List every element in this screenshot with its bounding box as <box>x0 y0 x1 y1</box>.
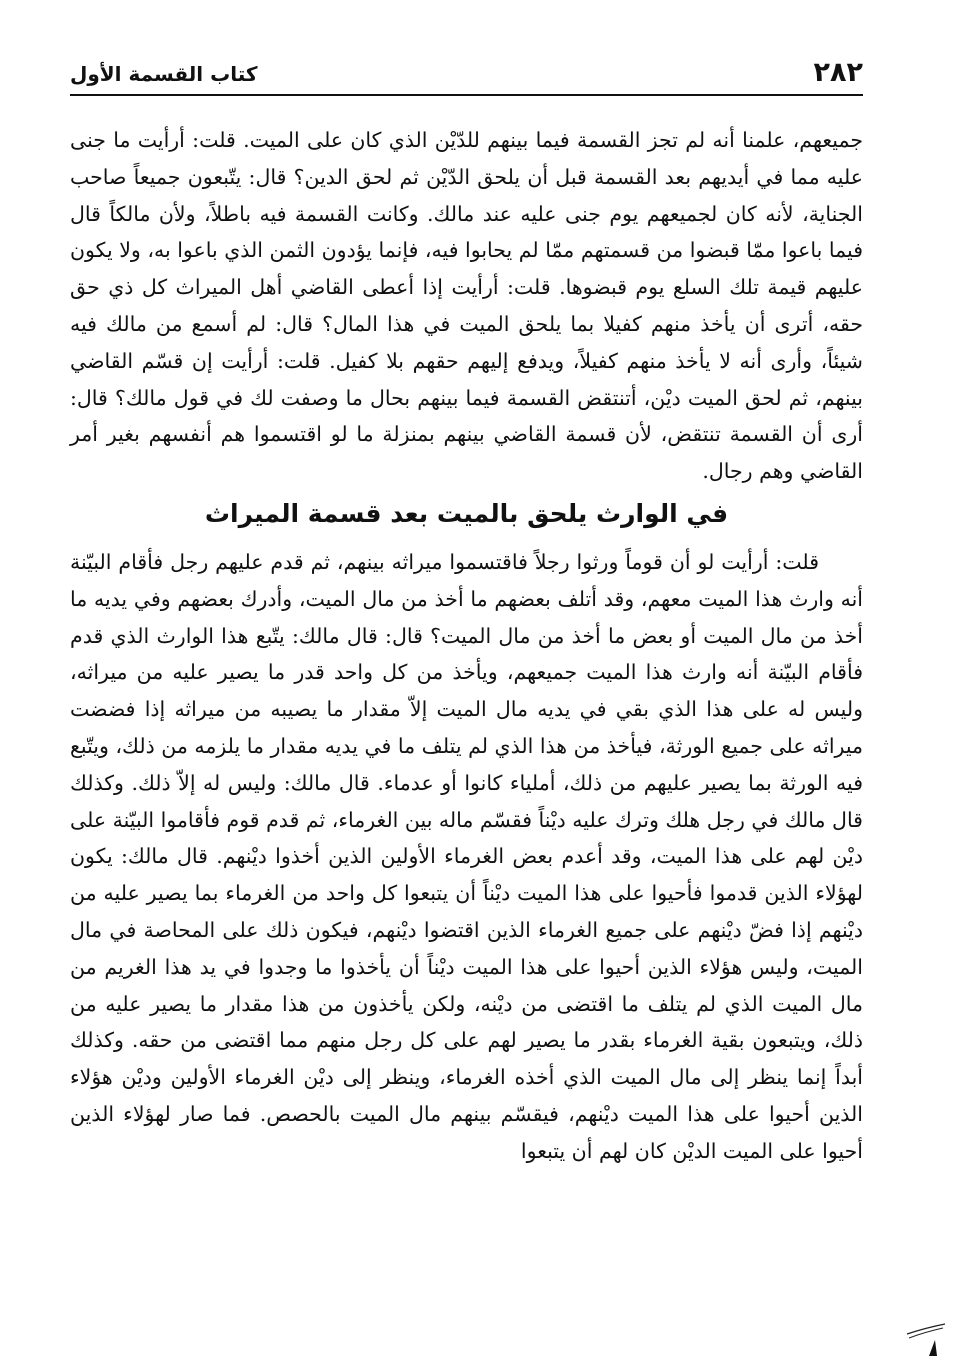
page-number: ٢٨٢ <box>813 57 863 88</box>
paragraph-2: قلت: أرأيت لو أن قوماً ورثوا رجلاً فاقتسموا ميراثه بينهم، ثم قدم عليهم رجل فأقام البيّنة أنه وارث هذا الميت معهم، وقد أتلف بعضهم ما أخذ من مال الميت، وأدرك بعضهم وفي يديه ما أخذ من مال الميت أو بعض ما أخذ من مال الميت؟ قال: قال مالك: يتّبع هذا الوارث الذي قدم فأقام البيّنة أنه وارث هذا الميت جميعهم، ويأخذ من كل واحد قدر ما يصير عليه من ميراثه، وليس له على هذا الذي بقي في يديه مال الميت إلاّ مقدار ما يصيبه من ميراثه إذا فضضت ميراثه على جميع الورثة، فيأخذ من هذا الذي لم يتلف ما في يديه مقدار ما يلزمه من ذلك، ويتّبع فيه الورثة بما يصير عليهم من ذلك، أملياء كانوا أو عدماء. قال مالك: وليس له إلاّ ذلك. وكذلك قال مالك في رجل هلك وترك عليه ديْناً فقسّم ماله بين الغرماء، ثم قدم قوم فأقاموا البيّنة على ديْن لهم على هذا الميت، وقد أعدم بعض الغرماء الأولين الذين أخذوا ديْنهم. قال مالك: يكون لهؤلاء الذين قدموا فأحيوا على هذا الميت ديْناً أن يتبعوا كل واحد من الغرماء بما يصير عليه من ديْنهم إذا فضّ ديْنهم على جميع الغرماء الذين اقتضوا ديْنهم، فيكون ذلك على المحاصة في مال الميت، وليس هؤلاء الذين أحيوا على هذا الميت ديْناً أن يأخذوا ما وجدوا في يد هذا الغريم من مال الميت الذي لم يتلف ما اقتضى من ديْنه، ولكن يأخذون من هذا مقدار ما يصير عليه من ذلك، ويتبعون بقية الغرماء بقدر ما يصير لهم على كل رجل منهم مما اقتضى من حقه. وكذلك أبداً إنما ينظر إلى مال الميت الذي أخذه الغرماء، وينظر إلى ديْن الغرماء الأولين وديْن هؤلاء الذين أحيوا على هذا الميت ديْنهم، فيقسّم بينهم مال الميت بالحصص. فما صار لهؤلاء الذين أحيوا على الميت الديْن كان لهم أن يتبعوا <box>70 549 863 1163</box>
section-heading: في الوارث يلحق بالميت بعد قسمة الميراث <box>204 498 729 528</box>
paragraph-1: جميعهم، علمنا أنه لم تجز القسمة فيما بينهم للدّيْن الذي كان على الميت. قلت: أرأيت ما جنى عليه مما في أيديهم بعد القسمة قبل أن يلحق الدّيْن ثم لحق الدين؟ قال: يتّبعون جميعاً صاحب الجناية، لأنه كان لجميعهم يوم جنى عليه عند مالك. وكانت القسمة فيه باطلاً، ولأن مالكاً قال فيما باعوا ممّا قبضوا من قسمتهم ممّا لم يحابوا فيه، فإنما يؤدون الثمن الذي باعوا به، ولا يكون عليهم قيمة تلك السلع يوم قبضوها. قلت: أرأيت إذا أعطى القاضي أهل الميراث كل ذي حق حقه، أترى أن يأخذ منهم كفيلا بما يلحق الميت في هذا المال؟ قال: لم أسمع من مالك فيه شيئاً، وأرى أنه لا يأخذ منهم كفيلاً، ويدفع إليهم حقهم بلا كفيل. قلت: أرأيت إن قسّم القاضي بينهم، ثم لحق الميت ديْن، أتنتقض القسمة فيما بينهم بحال ما وصفت لك في قول مالك؟ قال: أرى أن القسمة تنتقض، لأن قسمة القاضي بينهم بمنزلة ما لو اقتسموا هم أنفسهم بغير أمر القاضي وهم رجال. <box>70 128 863 484</box>
book-title: كتاب القسمة الأول <box>70 62 258 86</box>
running-header <box>70 48 863 96</box>
page-corner-mark <box>905 1318 949 1358</box>
